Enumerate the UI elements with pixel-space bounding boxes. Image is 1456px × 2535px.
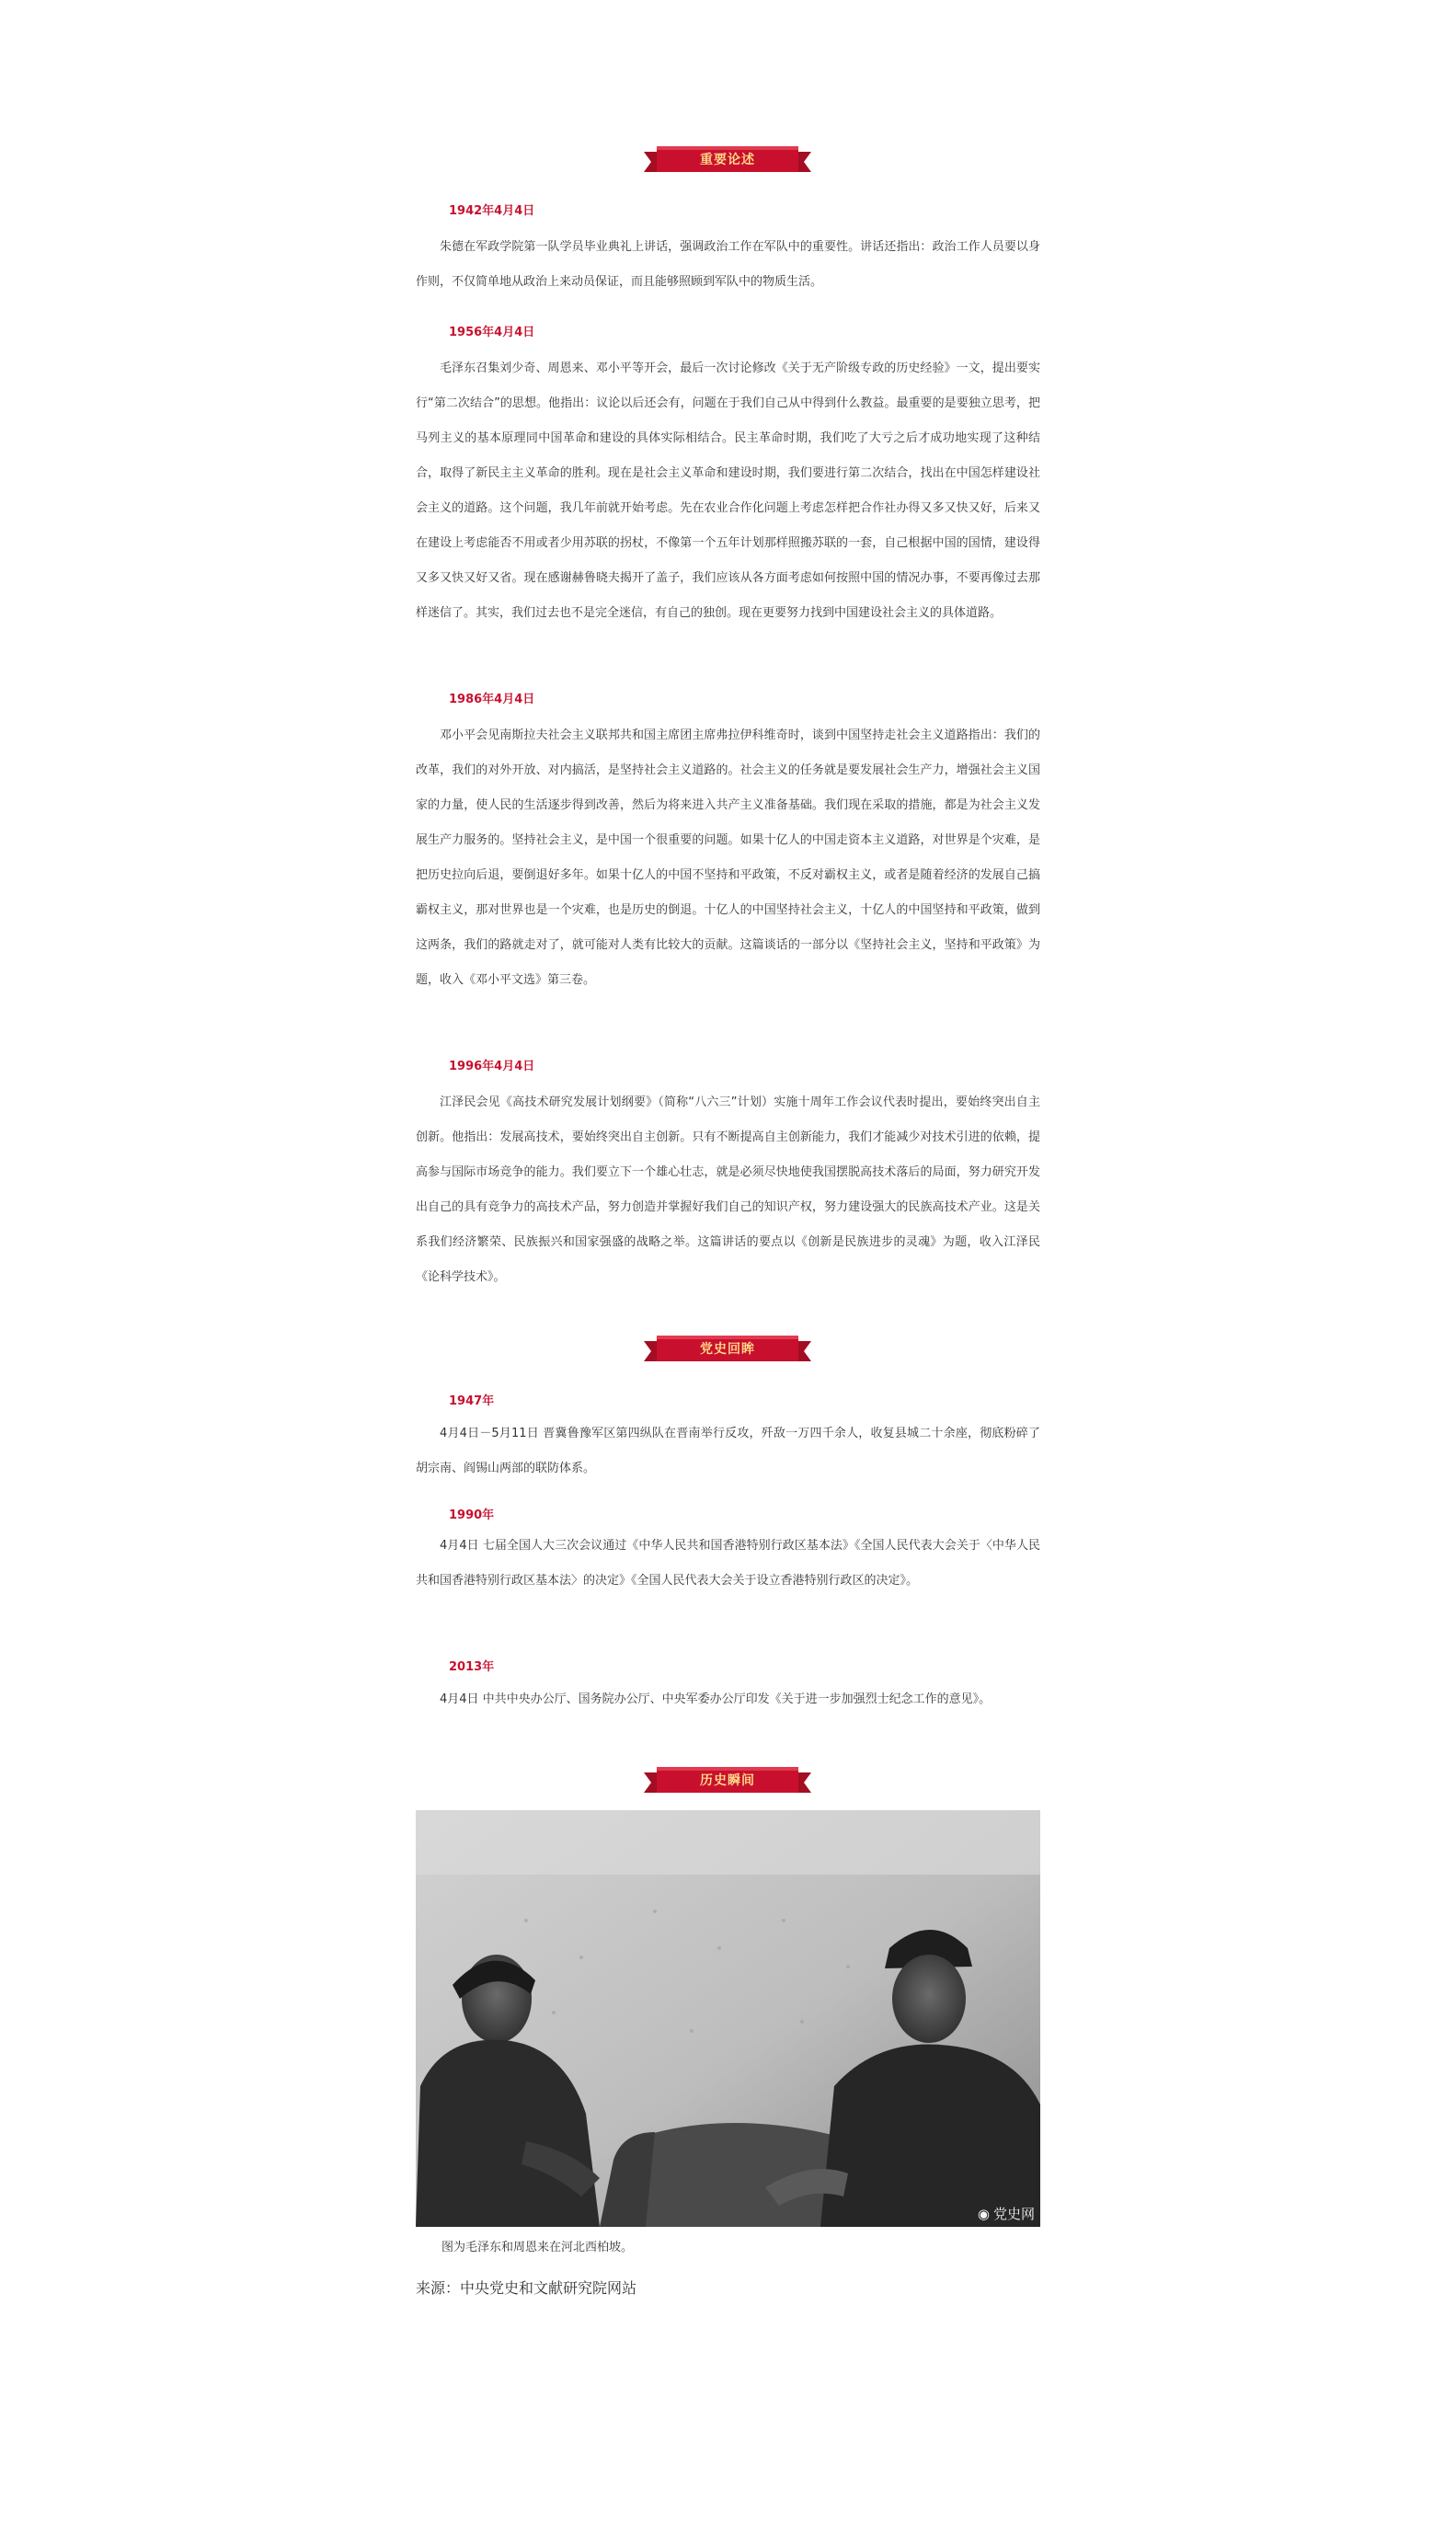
section-banner-huimou (644, 1334, 811, 1365)
entry-text: 江泽民会见《高技术研究发展计划纲要》（简称“八六三”计划）实施十周年工作会议代表时提出，要始终突出自主创新。他指出：发展高技术，要始终突出自主创新。只有不断提高自主创新能力，我们才能减少对技术引进的依赖，提高参与国际市场竞争的能力。我们要立下一个雄心壮志，就是必须尽快地使我国摆脱高技术落后的局面，努力研究开发出自己的具有竞争力的高技术产品，努力创造并掌握好我们自己的知识产权，努力建设强大的民族高技术产业。这是关系我们经济繁荣、民族振兴和国家强盛的战略之举。这篇讲话的要点以《创新是民族进步的灵魂》为题，收入江泽民《论科学技术》。 (416, 1095, 1040, 1284)
history-text: 4月4日 七届全国人大三次会议通过《中华人民共和国香港特别行政区基本法》《全国人民代表大会关于〈中华人民共和国香港特别行政区基本法〉的决定》《全国人民代表大会关于设立香港特别行政区的决定》。 (416, 1539, 1040, 1588)
watermark-text: 党史网 (992, 2206, 1035, 2222)
entry-date: 1942年4月4日 (449, 204, 535, 218)
history-text: 4月4日－5月11日 晋冀鲁豫军区第四纵队在晋南举行反攻，歼敌一万四千余人，收复县城二十余座，彻底粉碎了胡宗南、阎锡山两部的联防体系。 (416, 1427, 1040, 1475)
photo-caption: 图为毛泽东和周恩来在河北西柏坡。 (441, 2241, 634, 2254)
entry-date: 1956年4月4日 (449, 326, 535, 339)
section-banner-shunjian (644, 1765, 811, 1796)
section-title: 历史瞬间 (700, 1773, 755, 1788)
historical-photo (416, 1810, 1040, 2227)
section-title: 党史回眸 (700, 1342, 755, 1357)
section-banner-lunshu (644, 144, 811, 176)
entry-text: 毛泽东召集刘少奇、周恩来、邓小平等开会，最后一次讨论修改《关于无产阶级专政的历史经验》一文，提出要实行“第二次结合”的思想。他指出：议论以后还会有，问题在于我们自己从中得到什么教益。最重要的是要独立思考，把马列主义的基本原理同中国革命和建设的具体实际相结合。民主革命时期，我们吃了大亏之后才成功地实现了这种结合，取得了新民主主义革命的胜利。现在是社会主义革命和建设时期，我们要进行第二次结合，找出在中国怎样建设社会主义的道路。这个问题，我几年前就开始考虑。先在农业合作化问题上考虑怎样把合作社办得又多又快又好，后来又在建设上考虑能否不用或者少用苏联的拐杖，不像第一个五年计划那样照搬苏联的一套，自己根据中国的国情，建设得又多又快又好又省。现在感谢赫鲁晓夫揭开了盖子，我们应该从各方面考虑如何按照中国的情况办事，不要再像过去那样迷信了。其实，我们过去也不是完全迷信，有自己的独创。现在更要努力找到中国建设社会主义的具体道路。 (416, 361, 1040, 620)
entry-text: 邓小平会见南斯拉夫社会主义联邦共和国主席团主席弗拉伊科维奇时，谈到中国坚持走社会主义道路指出：我们的改革，我们的对外开放、对内搞活，是坚持社会主义道路的。社会主义的任务就是要发展社会生产力，增强社会主义国家的力量，使人民的生活逐步得到改善，然后为将来进入共产主义准备基础。我们现在采取的措施，都是为社会主义发展生产力服务的。坚持社会主义，是中国一个很重要的问题。如果十亿人的中国走资本主义道路，对世界是个灾难，是把历史拉向后退，要倒退好多年。如果十亿人的中国不坚持和平政策，不反对霸权主义，或者是随着经济的发展自己搞霸权主义，那对世界也是一个灾难，也是历史的倒退。十亿人的中国坚持社会主义，十亿人的中国坚持和平政策，做到这两条，我们的路就走对了，就可能对人类有比较大的贡献。这篇谈话的一部分以《坚持社会主义，坚持和平政策》为题，收入《邓小平文选》第三卷。 (416, 728, 1040, 987)
entry-text: 朱德在军政学院第一队学员毕业典礼上讲话，强调政治工作在军队中的重要性。讲话还指出：政治工作人员要以身作则，不仅简单地从政治上来动员保证，而且能够照顾到军队中的物质生活。 (416, 240, 1040, 289)
section-title: 重要论述 (700, 153, 755, 167)
history-date: 2013年 (449, 1660, 495, 1674)
history-text: 4月4日 中共中央办公厅、国务院办公厅、中央军委办公厅印发《关于进一步加强烈士纪念工作的意见》。 (440, 1692, 992, 1706)
photo-image (416, 1810, 1040, 2227)
weibo-icon: ◉ (977, 2205, 990, 2222)
entry-date: 1996年4月4日 (449, 1060, 535, 1073)
entry-date: 1986年4月4日 (449, 693, 535, 706)
history-date: 1947年 (449, 1394, 495, 1408)
history-date: 1990年 (449, 1508, 495, 1522)
source-line: 来源：中央党史和文献研究院网站 (416, 2279, 637, 2297)
watermark (978, 2204, 1035, 2223)
